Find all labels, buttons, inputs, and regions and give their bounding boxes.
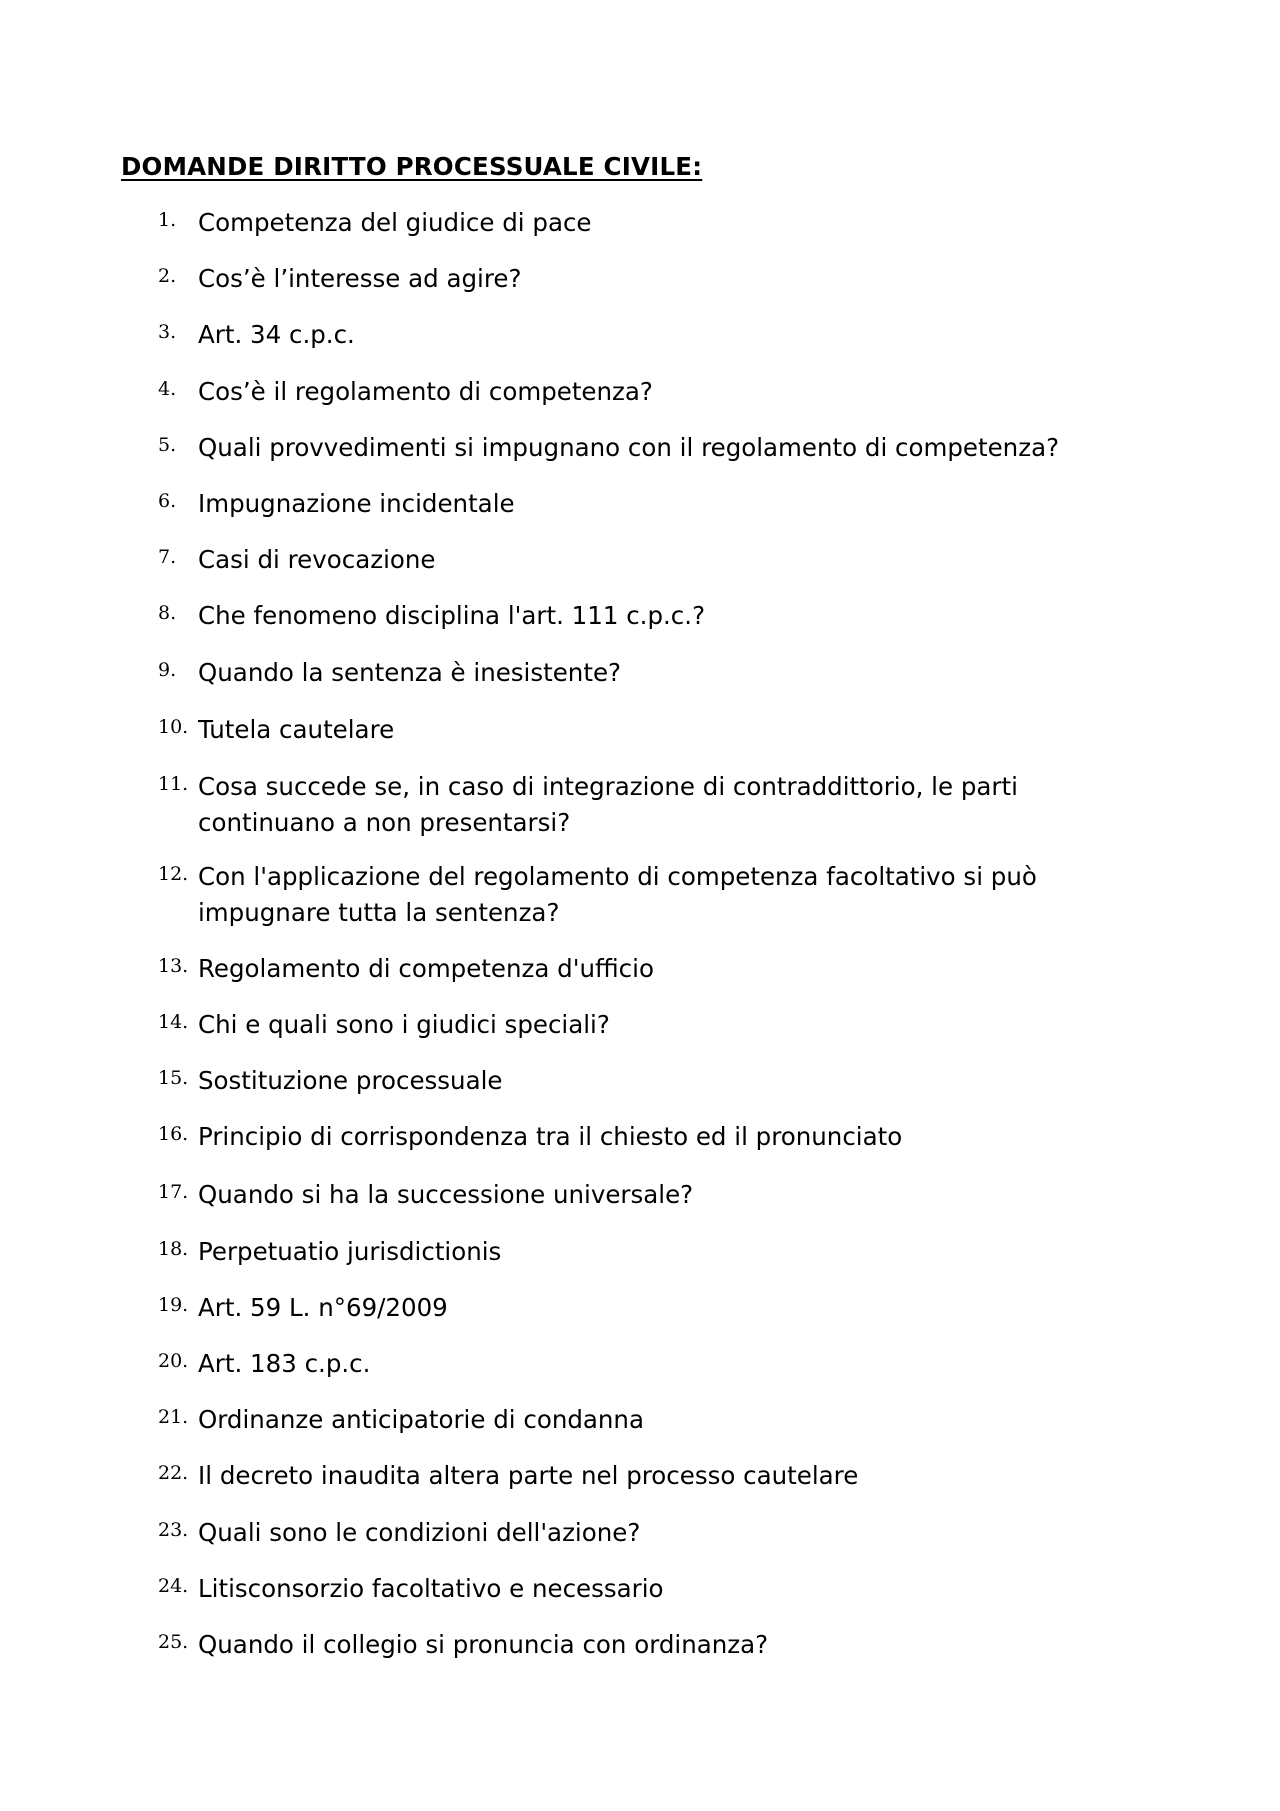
item-number: 20. [158,1350,189,1372]
item-number: 25. [158,1631,189,1653]
item-text: Casi di revocazione [198,545,436,574]
item-number: 21. [158,1406,189,1428]
item-text: Con l'applicazione del regolamento di competenza facoltativo si può impugnare tutta la sentenza? [198,862,1037,927]
item-number: 6. [158,490,177,512]
item-number: 8. [158,602,177,624]
item-number: 11. [158,773,189,795]
item-number: 17. [158,1181,189,1203]
item-text: Litisconsorzio facoltativo e necessario [198,1574,664,1603]
item-number: 1. [158,209,177,231]
item-text: Art. 59 L. n°69/2009 [198,1293,448,1322]
item-text: Art. 183 c.p.c. [198,1349,371,1378]
item-number: 10. [158,716,189,738]
item-number: 19. [158,1294,189,1316]
item-text: Quali sono le condizioni dell'azione? [198,1518,641,1547]
document-title: DOMANDE DIRITTO PROCESSUALE CIVILE: [121,152,703,181]
item-text: Principio di corrispondenza tra il chiesto ed il pronunciato [198,1122,903,1151]
item-number: 7. [158,546,177,568]
item-number: 24. [158,1575,189,1597]
item-text: Sostituzione processuale [198,1066,503,1095]
item-number: 4. [158,378,177,400]
item-text: Quando il collegio si pronuncia con ordinanza? [198,1630,769,1659]
item-text: Competenza del giudice di pace [198,208,592,237]
item-number: 9. [158,659,177,681]
item-number: 18. [158,1238,189,1260]
item-text: Ordinanze anticipatorie di condanna [198,1405,644,1434]
item-number: 2. [158,265,177,287]
item-number: 22. [158,1462,189,1484]
item-text: Quando si ha la successione universale? [198,1180,694,1209]
item-text: Cosa succede se, in caso di integrazione di contraddittorio, le parti continuano a non presentarsi? [198,772,1018,837]
item-text: Quali provvedimenti si impugnano con il regolamento di competenza? [198,433,1060,462]
item-text: Cos’è il regolamento di competenza? [198,377,653,406]
item-text: Cos’è l’interesse ad agire? [198,264,522,293]
item-text: Tutela cautelare [198,715,395,744]
item-text: Impugnazione incidentale [198,489,515,518]
item-number: 15. [158,1067,189,1089]
item-number: 3. [158,321,177,343]
item-text: Regolamento di competenza d'ufficio [198,954,654,983]
item-number: 14. [158,1011,189,1033]
item-text: Chi e quali sono i giudici speciali? [198,1010,610,1039]
item-number: 16. [158,1123,189,1145]
item-text: Il decreto inaudita altera parte nel processo cautelare [198,1461,859,1490]
item-text: Che fenomeno disciplina l'art. 111 c.p.c.? [198,601,706,630]
item-number: 12. [158,863,189,885]
item-number: 13. [158,955,189,977]
item-number: 5. [158,434,177,456]
item-text: Quando la sentenza è inesistente? [198,658,622,687]
item-text: Art. 34 c.p.c. [198,320,355,349]
item-number: 23. [158,1519,189,1541]
item-text: Perpetuatio jurisdictionis [198,1237,502,1266]
